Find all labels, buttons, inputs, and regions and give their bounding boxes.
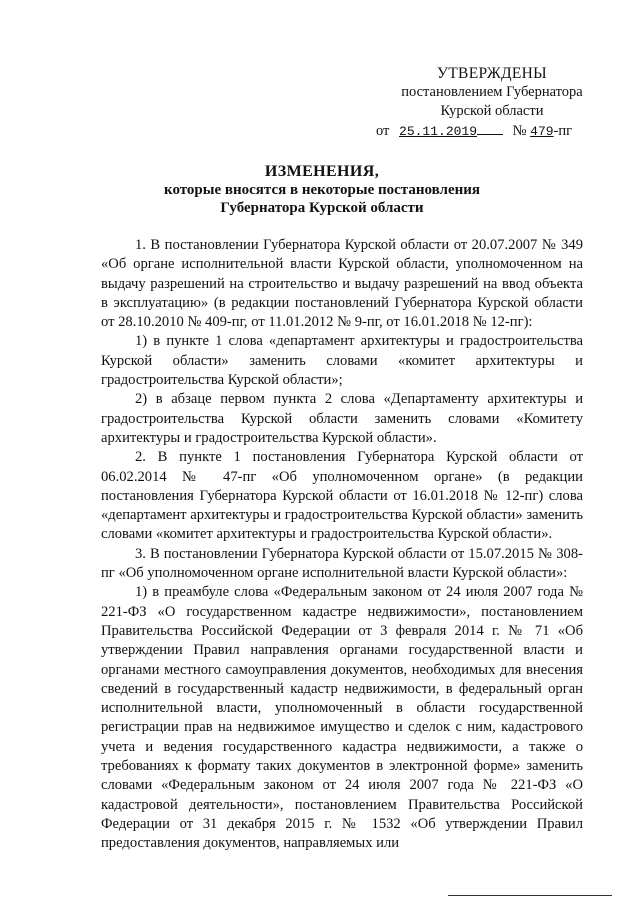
date-value: 25.11.2019 <box>399 124 478 139</box>
approval-dateline <box>372 121 612 141</box>
paragraph: 3. В постановлении Губернатора Курской области от 15.07.2015 № 308-пг «Об уполномоченном органе исполнительной власти Курской области»: <box>101 545 583 582</box>
date-underline <box>477 121 503 135</box>
approval-heading: УТВЕРЖДЕНЫ <box>437 65 547 82</box>
title-line-2: которые вносятся в некоторые постановления <box>164 182 480 198</box>
paragraph: 1) в преамбуле слова «Федеральным законом от 24 июля 2007 года № 221-ФЗ «О государственном кадастре недвижимости», постановлением Правительства Российской Федерации от 3 февраля 2014 г. № 71 «Об утверждении Правил направления органами государственной власти и органами местного самоуправления документов, необходимых для внесения сведений в государственный кадастр недвижимости, в федеральный орган исполнительной власти, уполномоченный в области государственной регистрации прав на недвижимое имущество и сделок с ним, кадастрового учета и ведения государственного кадастра недвижимости, а также о требованиях к формату таких документов в электронной форме» заменить словами «Федеральным законом от 24 июля 2007 года № 221-ФЗ «О кадастровой деятельности», постановлением Правительства Российской Федерации от 31 декабря 2015 г. № 1532 «Об утверждении Правил предоставления документов, направляемых или <box>101 584 583 852</box>
paragraph: 2) в абзаце первом пункта 2 слова «Департаменту архитектуры и градостроительства Курской области заменить словами «Комитету архитектуры и градостроительства Курской области». <box>101 391 583 446</box>
number-value: 479 <box>530 124 554 139</box>
document-title <box>60 163 584 217</box>
approval-stamp <box>372 64 612 141</box>
number-prefix: № <box>512 123 527 139</box>
document-body <box>101 236 583 854</box>
footer-rule <box>448 895 612 896</box>
paragraph: 1) в пункте 1 слова «департамент архитектуры и градостроительства Курской области» заменить словами «комитет архитектуры и градостроительства Курской области»; <box>101 333 583 389</box>
date-prefix: от <box>376 123 390 139</box>
paragraph: 1. В постановлении Губернатора Курской области от 20.07.2007 № 349 «Об органе исполнительной власти Курской области, уполномоченном на выдачу разрешений на строительство и выдачу разрешений на ввод объекта в эксплуатацию» (в редакции постановлений Губернатора Курской области от 28.10.2010 № 409-пг, от 11.01.2012 № 9-пг, от 16.01.2018 № 12-пг): <box>101 237 583 331</box>
approval-line-1: постановлением Губернатора <box>401 84 583 100</box>
title-main: ИЗМЕНЕНИЯ, <box>264 163 380 180</box>
paragraph: 2. В пункте 1 постановления Губернатора Курской области от 06.02.2014 № 47-пг «Об уполномоченном органе» (в редакции постановления Губернатора Курской области от 16.01.2018 № 12-пг) слова «департамент архитектуры и градостроительства Курской области» заменить словами «комитет архитектуры и градостроительства Курской области». <box>101 449 583 543</box>
title-line-3: Губернатора Курской области <box>220 200 424 216</box>
approval-line-2: Курской области <box>440 103 544 119</box>
number-suffix: -пг <box>553 123 573 139</box>
